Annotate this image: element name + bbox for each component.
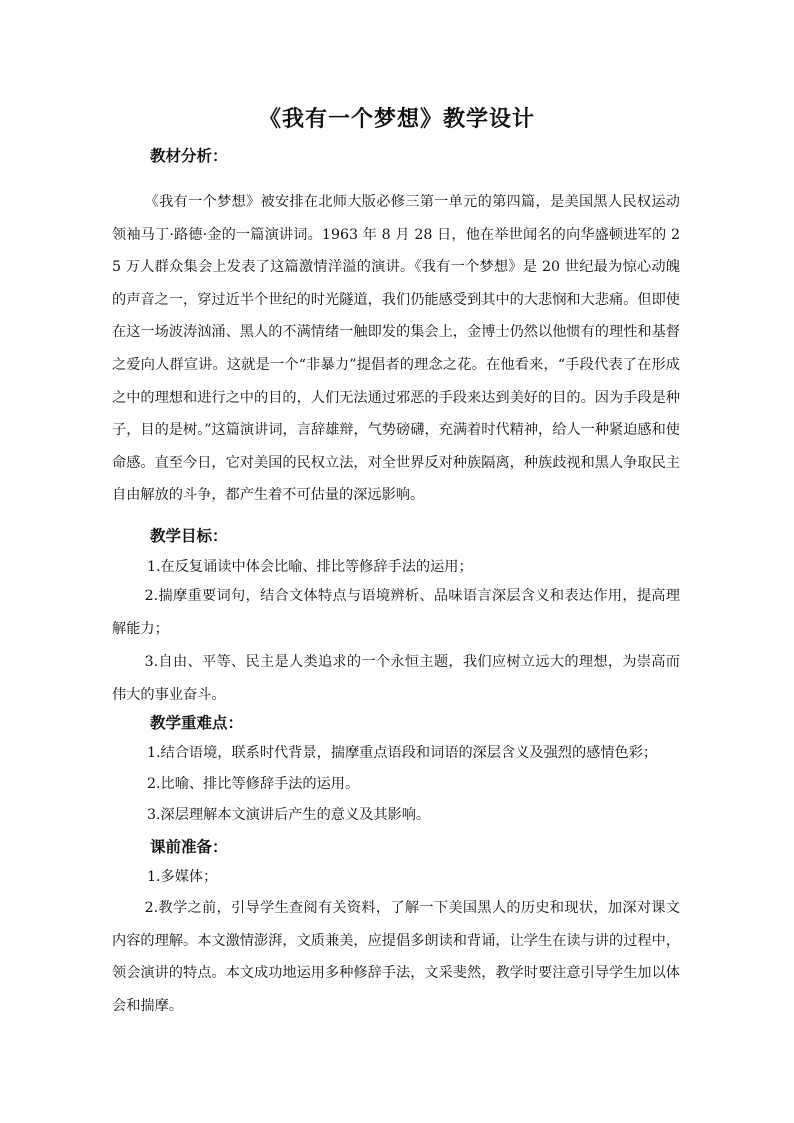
preparation-item-2: 2.教学之前，引导学生查阅有关资料，了解一下美国黑人的历史和现状，加深对课文内容的理解。本文激情澎湃，文质兼美，应提倡多朗读和背诵，让学生在读与讲的过程中，领会演讲的特点。本文成功地运用多种修辞手法，文采斐然，教学时要注意引导学生加以体会和揣摩。	[112, 900, 680, 1014]
key-point-item-2: 2.比喻、排比等修辞手法的运用。	[147, 776, 360, 792]
key-point-item-1: 1.结合语境，联系时代背景，揣摩重点语段和词语的深层含义及强烈的感情色彩；	[147, 745, 658, 761]
analysis-paragraph: 《我有一个梦想》被安排在北师大版必修三第一单元的第四篇，是美国黑人民权运动领袖马丁·路德·金的一篇演讲词。1963 年 8 月 28 日，他在举世闻名的向华盛顿进军的 25 万人群众集会上发表了这篇激情洋溢的演讲。《我有一个梦想》是 20 世纪最为惊心动魄的声音之一，穿过近半个世纪的时光隧道，我们仍能感受到其中的大悲悯和大悲痛。但即使在这一场波涛汹涌、黑人的不满情绪一触即发的集会上，金博士仍然以他惯有的理性和基督之爱向人群宣讲。这就是一个“非暴力”提倡者的理念之花。在他看来，“手段代表了在形成之中的理想和进行之中的目的，人们无法通过邪恶的手段来达到美好的目的。因为手段是种子，目的是树。”这篇演讲词，言辞雄辩，气势磅礴，充满着时代精神，给人一种紧迫感和使命感。直至今日，它对美国的民权立法，对全世界反对种族隔离，种族歧视和黑人争取民主自由解放的斗争，都产生着不可估量的深远影响。	[112, 194, 680, 504]
section-heading-analysis: 教材分析：	[150, 146, 228, 165]
section-heading-goals: 教学目标：	[150, 526, 228, 545]
document-title: 《我有一个梦想》教学设计	[258, 106, 535, 132]
preparation-item-1: 1.多媒体；	[147, 869, 218, 885]
goal-item-2: 2.揣摩重要词句，结合文体特点与语境辨析、品味语言深层含义和表达作用，提高理解能力；	[112, 588, 680, 637]
key-point-item-3: 3.深层理解本文演讲后产生的意义及其影响。	[147, 807, 431, 823]
goal-item-1: 1.在反复诵读中体会比喻、排比等修辞手法的运用；	[147, 559, 473, 575]
goal-item-3: 3.自由、平等、民主是人类追求的一个永恒主题，我们应树立远大的理想，为崇高而伟大的事业奋斗。	[112, 654, 680, 703]
section-heading-preparation: 课前准备：	[150, 837, 228, 856]
section-heading-key-points: 教学重难点：	[150, 713, 244, 732]
